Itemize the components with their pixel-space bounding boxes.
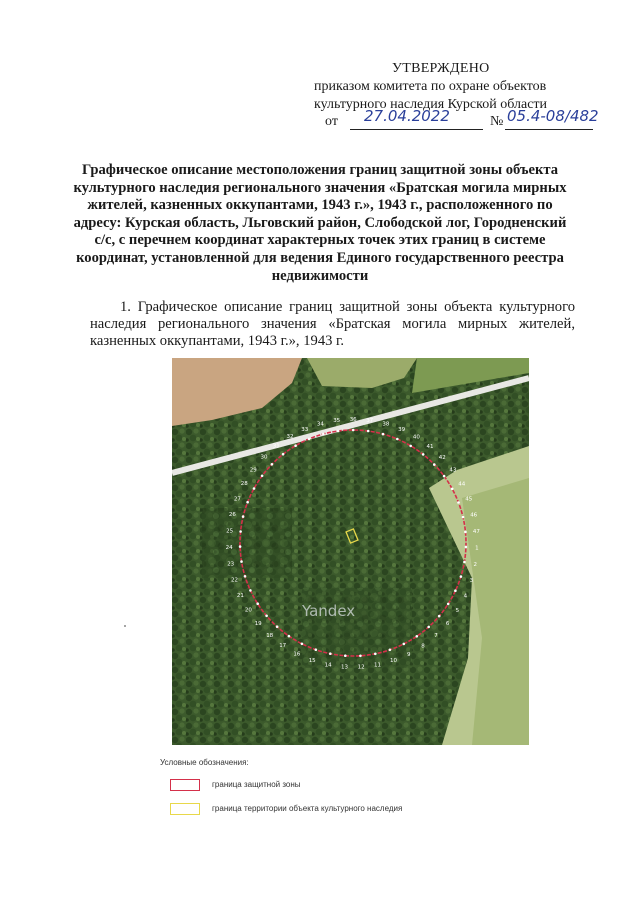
boundary-point-marker <box>253 487 256 490</box>
boundary-point-label: 27 <box>233 496 241 503</box>
approval-line-2: культурного наследия Курской области <box>314 97 548 112</box>
boundary-point-label: 5 <box>455 607 460 614</box>
boundary-point-label: 29 <box>249 467 257 474</box>
stray-mark <box>124 625 126 627</box>
boundary-point-marker <box>454 589 457 592</box>
boundary-point-label: 42 <box>438 454 446 461</box>
boundary-point-label: 30 <box>260 454 268 461</box>
boundary-point-label: 16 <box>293 651 301 658</box>
boundary-point-label: 45 <box>465 496 473 503</box>
boundary-point-label: 33 <box>301 426 309 433</box>
boundary-point-marker <box>443 475 446 478</box>
boundary-point-label: 34 <box>316 421 324 428</box>
map-svg <box>172 358 529 745</box>
number-sign: № <box>490 114 504 129</box>
legend-label-object: граница территории объекта культурного наследия <box>212 804 403 813</box>
boundary-point-marker <box>462 516 465 519</box>
boundary-point-label: 26 <box>228 512 236 519</box>
boundary-point-marker <box>396 438 399 441</box>
forest-dense <box>202 508 292 578</box>
boundary-point-marker <box>308 438 311 441</box>
legend-swatch-object <box>170 803 200 815</box>
boundary-point-label: 18 <box>266 632 274 639</box>
boundary-point-marker <box>261 475 264 478</box>
boundary-point-label: 47 <box>472 528 480 535</box>
boundary-point-marker <box>249 589 252 592</box>
boundary-point-marker <box>403 643 406 646</box>
boundary-point-marker <box>359 655 362 658</box>
boundary-point-label: 7 <box>434 633 438 640</box>
boundary-point-marker <box>416 635 419 638</box>
boundary-point-marker <box>294 444 297 447</box>
satellite-map <box>172 358 529 745</box>
boundary-point-marker <box>344 654 347 657</box>
boundary-point-marker <box>374 653 377 656</box>
boundary-point-label: 4 <box>463 593 468 600</box>
boundary-point-label: 13 <box>341 664 348 671</box>
boundary-point-label: 39 <box>398 426 406 433</box>
boundary-point-marker <box>288 635 291 638</box>
boundary-point-label: 21 <box>236 593 244 599</box>
boundary-point-label: 15 <box>308 658 316 665</box>
legend-label-zone: граница защитной зоны <box>212 780 301 789</box>
boundary-point-marker <box>460 575 463 578</box>
boundary-point-marker <box>409 445 412 448</box>
boundary-point-label: 43 <box>449 467 457 474</box>
boundary-point-marker <box>465 546 468 549</box>
boundary-point-marker <box>301 643 304 646</box>
handwritten-number: 05.4-08/482 <box>507 107 599 125</box>
boundary-point-label: 23 <box>227 561 235 568</box>
boundary-point-marker <box>322 433 325 436</box>
boundary-point-label: 35 <box>333 418 341 425</box>
boundary-point-label: 40 <box>412 434 420 441</box>
boundary-point-marker <box>451 488 454 491</box>
boundary-point-marker <box>329 652 332 655</box>
approval-from-label: от <box>325 114 338 129</box>
boundary-point-label: 36 <box>349 417 357 423</box>
boundary-point-marker <box>242 515 245 518</box>
boundary-point-marker <box>239 530 242 533</box>
boundary-point-label: 17 <box>279 643 287 650</box>
boundary-point-marker <box>256 602 259 605</box>
boundary-point-label: 12 <box>357 664 365 671</box>
handwritten-date: 27.04.2022 <box>364 107 450 125</box>
boundary-point-marker <box>457 501 460 504</box>
boundary-point-marker <box>315 648 318 651</box>
boundary-point-marker <box>447 603 450 606</box>
boundary-point-label: 20 <box>244 607 252 614</box>
boundary-point-marker <box>240 560 243 563</box>
boundary-point-marker <box>382 433 385 436</box>
boundary-point-marker <box>422 453 425 456</box>
boundary-point-label: 41 <box>426 443 434 450</box>
boundary-point-label: 25 <box>226 528 234 535</box>
boundary-point-label: 8 <box>421 643 425 650</box>
boundary-point-marker <box>239 545 242 548</box>
boundary-point-marker <box>276 625 279 628</box>
boundary-point-label: 14 <box>324 662 332 669</box>
approval-title: УТВЕРЖДЕНО <box>392 61 490 76</box>
boundary-point-label: 3 <box>469 577 474 584</box>
boundary-point-label: 37 <box>366 418 374 425</box>
boundary-point-label: 6 <box>445 621 450 628</box>
boundary-point-marker <box>246 501 249 504</box>
boundary-point-marker <box>244 575 247 578</box>
boundary-point-marker <box>337 430 340 433</box>
map-watermark: Yandex <box>302 602 356 620</box>
boundary-point-label: 11 <box>374 662 381 669</box>
boundary-point-label: 32 <box>286 434 294 441</box>
boundary-point-label: 31 <box>272 443 280 450</box>
boundary-point-marker <box>367 430 370 433</box>
boundary-point-label: 9 <box>407 651 411 658</box>
boundary-point-marker <box>389 649 392 652</box>
legend-swatch-zone <box>170 779 200 791</box>
boundary-point-label: 28 <box>240 481 248 488</box>
boundary-point-label: 2 <box>473 561 477 568</box>
boundary-point-marker <box>433 463 436 466</box>
document-heading: Графическое описание местоположения границ защитной зоны объекта культурного наследия регионального значения «Братская могила мирных жителей, казненных оккупантами, 1943 г.», 1943 г., расположенного по адресу: Курская область, Льговский район, Слободской лог, Городненский с/с, с перечнем координат характерных точек этих границ в системе координат, установленной для ведения Единого государственного реестра недвижимости <box>73 162 567 284</box>
boundary-point-label: 10 <box>390 658 397 665</box>
paragraph-text: 1. Графическое описание границ защитной зоны объекта культурного наследия регионального значения «Братская могила мирных жителей, казненных оккупантами, 1943 г.», 1943 г. <box>90 299 575 349</box>
description-paragraph <box>90 299 575 350</box>
boundary-point-marker <box>438 615 441 618</box>
boundary-point-marker <box>282 453 285 456</box>
boundary-point-marker <box>271 463 274 466</box>
boundary-point-marker <box>352 429 355 432</box>
boundary-point-marker <box>463 561 466 564</box>
boundary-point-label: 22 <box>231 577 238 584</box>
boundary-point-label: 46 <box>470 512 478 519</box>
legend-title: Условные обозначения: <box>160 758 249 767</box>
boundary-point-label: 19 <box>254 620 262 627</box>
approval-line-1: приказом комитета по охране объектов <box>314 79 547 94</box>
boundary-point-marker <box>265 615 268 618</box>
boundary-point-label: 1 <box>475 545 479 552</box>
boundary-point-marker <box>464 531 467 534</box>
boundary-point-marker <box>427 626 430 629</box>
boundary-point-label: 44 <box>458 481 466 488</box>
boundary-point-label: 38 <box>382 421 390 428</box>
boundary-point-label: 24 <box>225 545 233 551</box>
